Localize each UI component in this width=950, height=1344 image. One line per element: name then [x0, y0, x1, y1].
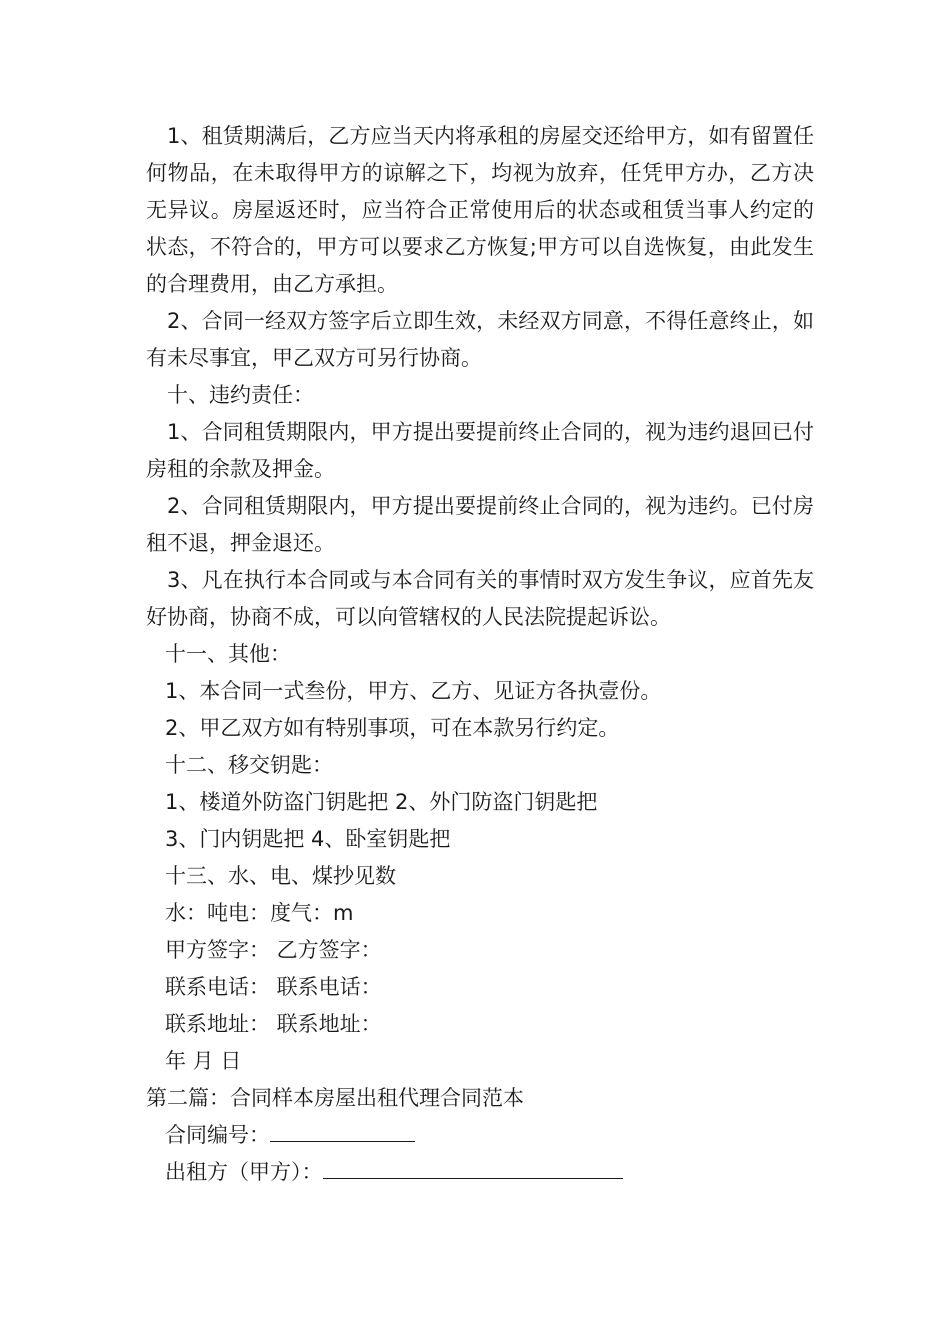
heading-key-handover: 十二、移交钥匙：	[165, 753, 333, 777]
contract-number-row	[146, 1117, 814, 1154]
paragraph-contract-effective: 2、合同一经双方签字后立即生效，未经双方同意，不得任意终止，如有未尽事宜，甲乙双方可另行协商。	[146, 309, 814, 370]
heading-meter-readings: 十三、水、电、煤抄见数	[165, 864, 396, 888]
paragraph-breach-1: 1、合同租赁期限内，甲方提出要提前终止合同的，视为违约退回已付房租的余款及押金。	[146, 420, 814, 481]
line-copies: 1、本合同一式叁份，甲方、乙方、见证方各执壹份。	[165, 679, 662, 703]
document-page	[146, 118, 814, 1191]
section-heading-second: 第二篇：合同样本房屋出租代理合同范本	[146, 1086, 524, 1110]
lessor-label: 出租方（甲方）：	[165, 1160, 323, 1184]
heading-other: 十一、其他：	[165, 642, 291, 666]
paragraph-lease-expiry: 1、租赁期满后，乙方应当天内将承租的房屋交还给甲方，如有留置任何物品，在未取得甲方的谅解之下，均视为放弃，任凭甲方办，乙方决无异议。房屋返还时，应当符合正常使用后的状态或租赁当事人约定的状态，不符合的，甲方可以要求乙方恢复;甲方可以自选恢复，由此发生的合理费用，由乙方承担。	[146, 124, 814, 296]
paragraph-breach-2: 2、合同租赁期限内，甲方提出要提前终止合同的，视为违约。已付房租不退，押金退还。	[146, 494, 814, 555]
line-meter-values: 水：吨电：度气：m	[165, 901, 354, 925]
contract-number-blank	[270, 1119, 415, 1142]
line-keys-1: 1、楼道外防盗门钥匙把 2、外门防盗门钥匙把	[165, 790, 598, 814]
lessor-row	[146, 1154, 814, 1191]
line-keys-2: 3、门内钥匙把 4、卧室钥匙把	[165, 827, 451, 851]
paragraph-breach-3: 3、凡在执行本合同或与本合同有关的事情时双方发生争议，应首先友好协商，协商不成，可以向管辖权的人民法院提起诉讼。	[146, 568, 814, 629]
line-special-matters: 2、甲乙双方如有特别事项，可在本款另行约定。	[165, 716, 620, 740]
line-phones: 联系电话： 联系电话：	[165, 975, 382, 999]
heading-breach-liability: 十、违约责任：	[167, 383, 314, 407]
line-date: 年 月 日	[165, 1049, 242, 1073]
lessor-blank	[323, 1156, 623, 1179]
contract-number-label: 合同编号：	[165, 1123, 270, 1147]
line-addresses: 联系地址： 联系地址：	[165, 1012, 382, 1036]
line-signatures: 甲方签字： 乙方签字：	[165, 938, 382, 962]
